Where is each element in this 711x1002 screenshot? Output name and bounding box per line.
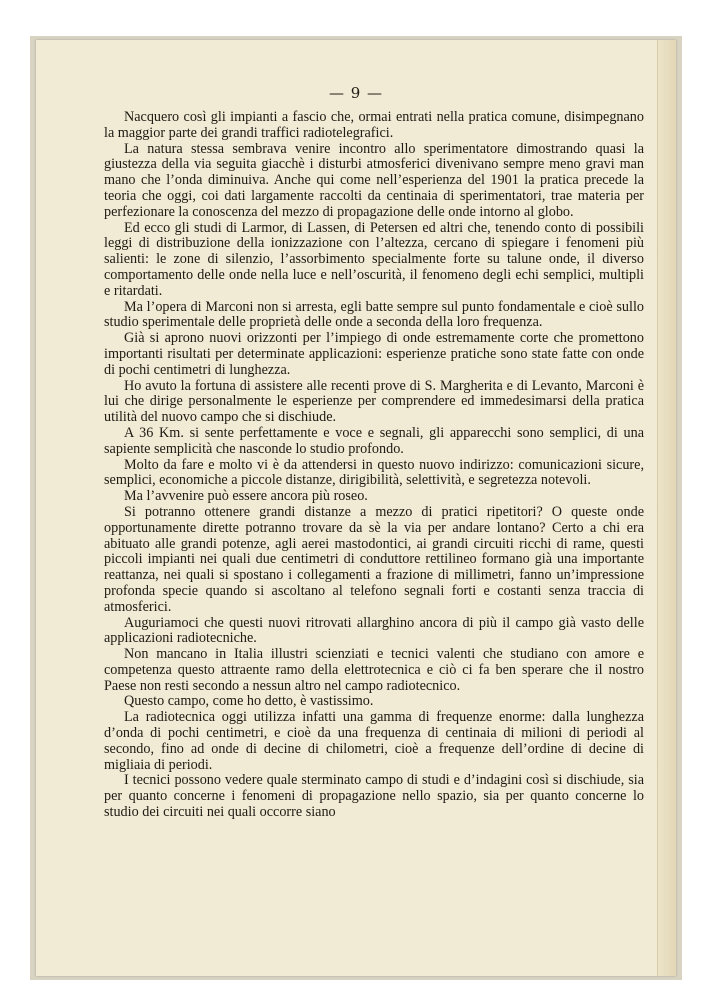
paragraph: La radiotecnica oggi utilizza infatti una gamma di frequenze enorme: dalla lunghezza d’onda di pochi centimetri, e cioè da una frequenza di centinaia di milioni di periodi al secondo, fino ad onde di decine di chilometri, cioè a frequenze dell’ordine di decine di migliaia di periodi. <box>104 709 644 773</box>
paragraph: Già si aprono nuovi orizzonti per l’impiego di onde estremamente corte che promettono importanti risultati per determinate applicazioni: esperienze pratiche sono state fatte con onde di pochi centimetri di lunghezza. <box>104 330 644 378</box>
paragraph: Ed ecco gli studi di Larmor, di Lassen, di Petersen ed altri che, tenendo conto di possibili leggi di distribuzione della ionizzazione con l’altezza, cercano di spiegare i fenomeni più salienti: le zone di silenzio, l’assorbimento specialmente forte su talune onde, il diverso comportamento delle onde nella luce e nell’oscurità, il fenomeno degli echi semplici, multipli e ritardati. <box>104 219 644 299</box>
paragraph: I tecnici possono vedere quale sterminato campo di studi e d’indagini così si dischiude, sia per quanto concerne i fenomeni di propagazione nello spazio, sia per quanto concerne lo studio dei circuiti nei quali occorre siano <box>104 772 644 821</box>
page-edge <box>657 40 676 976</box>
paragraph: Ma l’opera di Marconi non si arresta, egli batte sempre sul punto fondamentale e cioè sullo studio sperimentale delle proprietà delle onde a seconda della loro frequenza. <box>104 298 644 331</box>
paragraph: Ho avuto la fortuna di assistere alle recenti prove di S. Margherita e di Levanto, Marconi è lui che dirige personalmente le esperienze per comprendere ed immedesimarsi della pratica utilità del nuovo campo che si dischiude. <box>104 377 644 426</box>
document-page <box>36 40 676 976</box>
paragraph: Ma l’avvenire può essere ancora più roseo. <box>124 488 368 505</box>
paragraph: A 36 Km. si sente perfettamente e voce e segnali, gli apparecchi sono semplici, di una sapiente semplicità che nasconde lo studio profondo. <box>104 424 644 457</box>
paragraph: Auguriamoci che questi nuovi ritrovati allarghino ancora di più il campo già vasto delle applicazioni radiotecniche. <box>104 614 644 647</box>
paragraph: Si potranno ottenere grandi distanze a mezzo di pratici ripetitori? O queste onde opportunamente dirette potranno trovare da sè la via per andare lontano? Certo a chi era abituato alle grandi potenze, agli aerei mastodontici, ai grandi circuiti ricchi di rame, questi piccoli impianti nei quali due centimetri di conduttore rettilineo formano già una importante reattanza, nei quali si spostano i collegamenti a frazione di millimetri, fanno un’impressione profonda specie quando si ascoltano al telefono segnali forti e costanti senza traccia di atmosferici. <box>104 503 644 615</box>
paragraph: Questo campo, come ho detto, è vastissimo. <box>124 693 374 710</box>
page-number: — 9 — <box>328 84 384 102</box>
paragraph: Molto da fare e molto vi è da attendersi in questo nuovo indirizzo: comunicazioni sicure, semplici, economiche a piccole distanze, dirigibilità, selettività, e segretezza notevoli. <box>104 456 644 489</box>
paragraph: La natura stessa sembrava venire incontro allo sperimentatore dimostrando quasi la giustezza della via seguita giacchè i disturbi atmosferici divenivano sempre meno gravi man mano che l’onda diminuiva. Anche qui come nell’esperienza del 1901 la pratica precede la teoria che oggi, coi dati largamente raccolti da centinaia di sperimentatori, trae materia per perfezionare la conoscenza del mezzo di propagazione delle onde intorno al globo. <box>104 140 644 220</box>
paragraph: Non mancano in Italia illustri scienziati e tecnici valenti che studiano con amore e competenza questo attraente ramo della elettrotecnica e ciò ci fa ben sperare che il nostro Paese non resti secondo a nessun altro nel campo radiotecnico. <box>104 646 644 694</box>
paragraph: Nacquero così gli impianti a fascio che, ormai entrati nella pratica comune, disimpegnano la maggior parte dei grandi traffici radiotelegrafici. <box>104 109 644 141</box>
body-text <box>104 110 644 821</box>
